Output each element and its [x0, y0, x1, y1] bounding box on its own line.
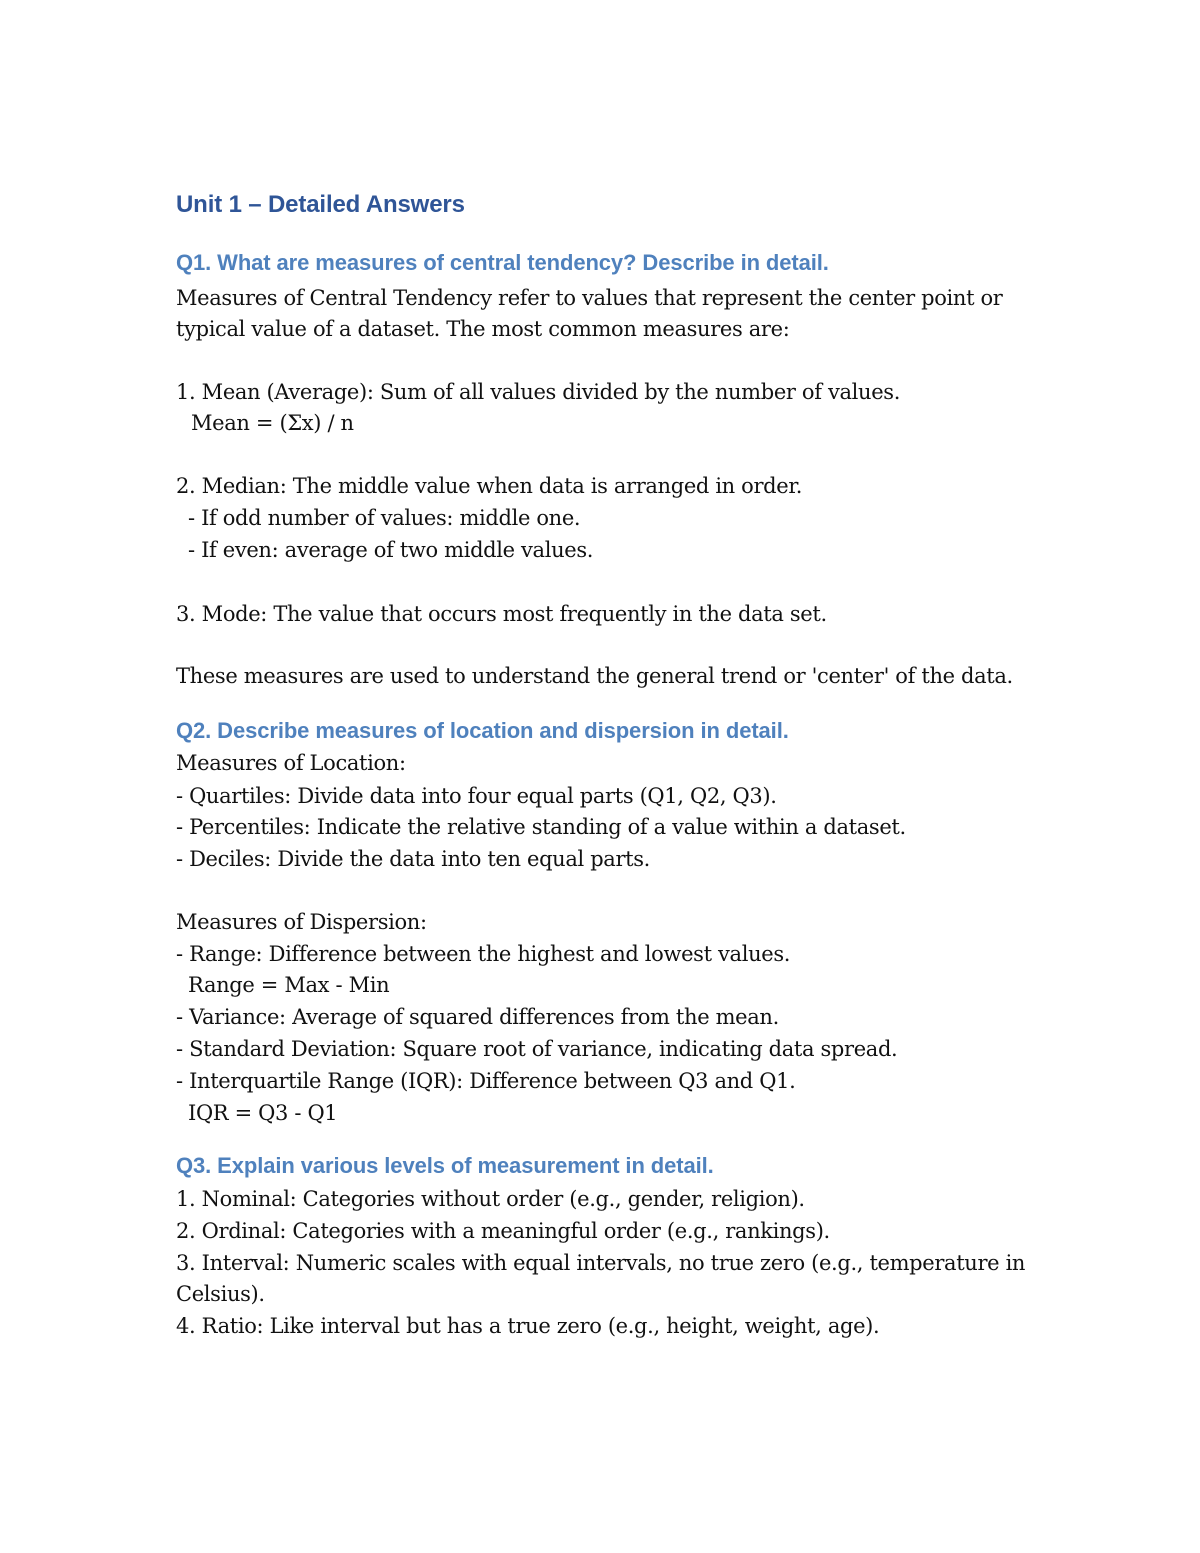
q1-conclusion: These measures are used to understand the general trend or 'center' of the data. [176, 664, 1013, 688]
q2-iqr: - Interquartile Range (IQR): Difference between Q3 and Q1. [176, 1069, 796, 1093]
q3-ratio: 4. Ratio: Like interval but has a true zero (e.g., height, weight, age). [176, 1314, 880, 1338]
q3-heading: Q3. Explain various levels of measurement in detail. [176, 1153, 714, 1178]
q3-nominal: 1. Nominal: Categories without order (e.g., gender, religion). [176, 1187, 805, 1211]
q1-mean-line: 1. Mean (Average): Sum of all values divided by the number of values. [176, 380, 901, 404]
q2-location-label: Measures of Location: [176, 751, 406, 775]
q2-percentiles: - Percentiles: Indicate the relative standing of a value within a dataset. [176, 815, 906, 839]
q2-heading: Q2. Describe measures of location and dispersion in detail. [176, 718, 789, 743]
q2-iqr-formula: IQR = Q3 - Q1 [188, 1101, 338, 1125]
q1-mode-line: 3. Mode: The value that occurs most frequently in the data set. [176, 602, 827, 626]
q1-intro-line-2: typical value of a dataset. The most common measures are: [176, 317, 790, 341]
q2-deciles: - Deciles: Divide the data into ten equal parts. [176, 847, 650, 871]
q1-mean-formula: Mean = (Σx) / n [191, 411, 354, 435]
document-title: Unit 1 – Detailed Answers [176, 191, 465, 218]
q1-median-line: 2. Median: The middle value when data is arranged in order. [176, 474, 803, 498]
q3-ordinal: 2. Ordinal: Categories with a meaningful order (e.g., rankings). [176, 1219, 830, 1243]
q2-quartiles: - Quartiles: Divide data into four equal parts (Q1, Q2, Q3). [176, 784, 777, 808]
q2-range: - Range: Difference between the highest and lowest values. [176, 942, 791, 966]
q1-intro-line-1: Measures of Central Tendency refer to values that represent the center point or [176, 286, 1003, 310]
q1-median-even: - If even: average of two middle values. [188, 538, 594, 562]
q3-interval-line-1: 3. Interval: Numeric scales with equal intervals, no true zero (e.g., temperature in [176, 1251, 1026, 1275]
q2-range-formula: Range = Max - Min [188, 973, 390, 997]
q1-median-odd: - If odd number of values: middle one. [188, 506, 581, 530]
q2-variance: - Variance: Average of squared differences from the mean. [176, 1005, 779, 1029]
q3-interval-line-2: Celsius). [176, 1282, 265, 1306]
q2-standard-deviation: - Standard Deviation: Square root of variance, indicating data spread. [176, 1037, 898, 1061]
q2-dispersion-label: Measures of Dispersion: [176, 910, 427, 934]
q1-heading: Q1. What are measures of central tendency? Describe in detail. [176, 250, 829, 275]
